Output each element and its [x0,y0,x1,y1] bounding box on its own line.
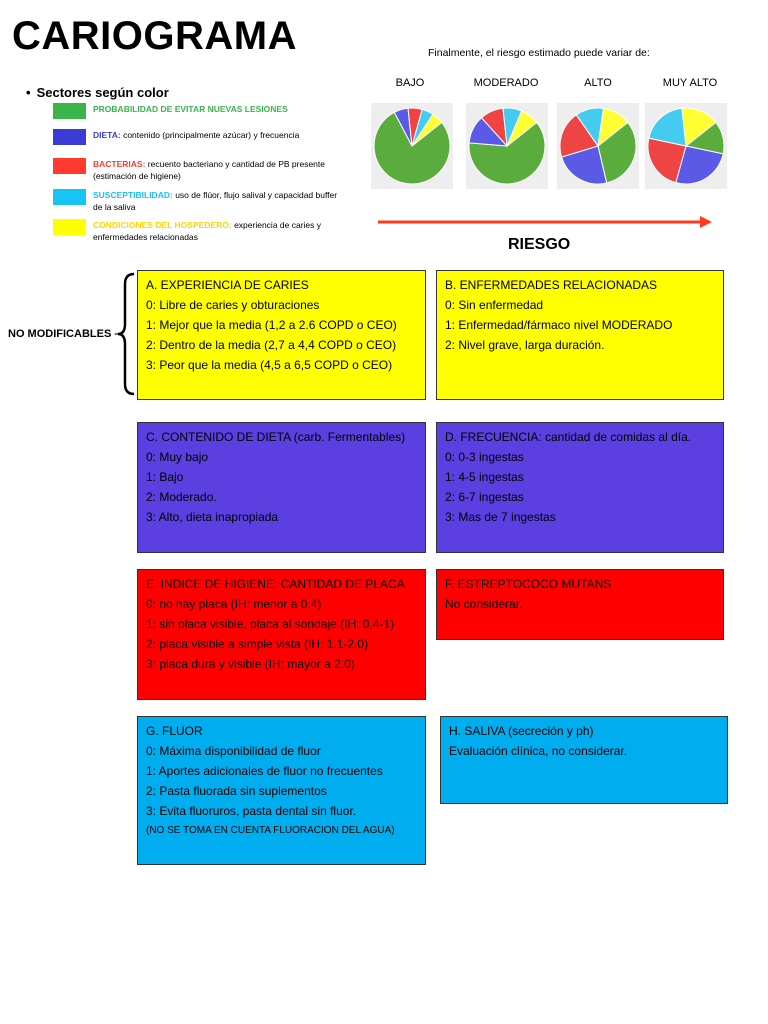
box-line: 3: Alto, dieta inapropiada [146,510,279,524]
box-line: 1: Mejor que la media (1,2 a 2.6 COPD o CEO) [146,318,397,332]
legend-desc: recuento bacteriano y cantidad de PB presente (estimación de higiene) [93,159,325,181]
box-line: 3: Mas de 7 ingestas [445,510,556,524]
legend-label: SUSCEPTIBILIDAD: [93,190,173,200]
box-saliva [440,716,728,804]
box-line: 2: Dentro de la media (2,7 a 4,4 COPD o CEO) [146,338,397,352]
box-note: (NO SE TOMA EN CUENTA FLUORACION DEL AGUA) [146,825,395,836]
legend-heading [26,85,169,100]
bullet-icon: • [26,85,31,100]
legend-label: CONDICIONES DEL HOSPEDERO: [93,220,232,230]
box-line: A. EXPERIENCIA DE CARIES [146,278,309,292]
legend-item-bacterias [53,158,348,184]
box-line: Evaluación clínica, no considerar. [449,744,628,758]
legend-label: DIETA: [93,130,121,140]
risk-label-moderado: MODERADO [473,77,539,89]
box-line: G. FLUOR [146,724,203,738]
legend-item-susceptibilidad [53,189,348,215]
box-line: 0: no hay placa (IH: menor a 0.4) [146,597,322,611]
box-line: 1: Bajo [146,470,184,484]
pie-bajo [371,103,453,189]
box-line: 0: Muy bajo [146,450,209,464]
legend-label: BACTERIAS: [93,159,146,169]
box-line: 0: Libre de caries y obturaciones [146,298,320,312]
box-fluor [137,716,426,865]
risk-label-muy-alto: MUY ALTO [662,77,718,89]
pie-muy-alto [645,103,727,189]
box-line: 3: Evita fluoruros, pasta dental sin fluor. [146,804,357,818]
cyan-swatch [53,189,86,205]
risk-caption: Finalmente, el riesgo estimado puede variar de: [428,47,650,59]
brace-icon [116,272,138,398]
box-line: 2: 6-7 ingestas [445,490,524,504]
legend-text [93,158,348,182]
legend-heading-text: Sectores según color [36,85,169,100]
blue-swatch [53,129,86,145]
box-line: 0: Sin enfermedad [445,298,544,312]
red-swatch [53,158,86,174]
legend-text [93,189,348,213]
box-line: 2: Moderado. [146,490,217,504]
box-line: 0: Máxima disponibilidad de fluor [146,744,321,758]
legend-text [93,103,348,115]
box-line: F. ESTREPTOCOCO MUTANS [445,577,612,591]
yellow-swatch [53,219,86,235]
box-line: E. INDICE DE HIGIENE: CANTIDAD DE PLACA [146,577,405,591]
box-line: 0: 0-3 ingestas [445,450,524,464]
risk-label-alto: ALTO [584,77,612,89]
box-line: 2: placa visible a simple vista (IH: 1.1-2.0) [146,637,369,651]
legend-desc: contenido (principalmente azúcar) y frecuencia [123,130,300,140]
legend-text [93,129,348,141]
box-line: 1: Enfermedad/fármaco nivel MODERADO [445,318,673,332]
box-frecuencia [436,422,724,553]
legend-item-dieta [53,129,348,151]
box-line: 3: Peor que la media (4,5 a 6,5 COPD o CEO) [146,358,393,372]
box-contenido-dieta [137,422,426,553]
no-modificables-text: NO MODIFICABLES [8,328,112,340]
page-title: CARIOGRAMA [12,14,297,58]
box-experiencia-caries [137,270,426,400]
legend-desc: uso de flúor, flujo salival y capacidad buffer de la saliva [93,190,338,212]
box-line: C. CONTENIDO DE DIETA (carb. Fermentables) [146,430,406,444]
box-line: 1: Aportes adicionales de fluor no frecuentes [146,764,383,778]
box-line: 2: Pasta fluorada sin suplementos [146,784,327,798]
box-line: 3: placa dura y visible (IH: mayor a 2.0) [146,657,355,671]
box-line: No considerar. [445,597,523,611]
box-line: B. ENFERMEDADES RELACIONADAS [445,278,658,292]
riesgo-label: RIESGO [508,236,571,253]
legend-text [93,219,348,243]
box-estreptococo [436,569,724,640]
pie-alto [557,103,639,189]
legend-desc: experiencia de caries y enfermedades relacionadas [93,220,322,242]
box-indice-higiene [137,569,426,700]
legend-item-probabilidad [53,103,348,123]
box-line: D. FRECUENCIA: cantidad de comidas al día. [445,430,692,444]
green-swatch [53,103,86,119]
box-enfermedades-relacionadas [436,270,724,400]
box-line: H. SALIVA (secreción y ph) [449,724,594,738]
box-line: 1: 4-5 ingestas [445,470,524,484]
risk-label-bajo: BAJO [395,77,425,89]
dash-icon: – [114,328,121,340]
risk-arrow-icon [378,214,714,230]
box-line: 1: sin placa visible, placa al sondaje (IH: 0,4-1) [146,617,395,631]
no-modificables-label [8,328,120,340]
box-line: 2: Nivel grave, larga duración. [445,338,605,352]
legend-label: PROBABILIDAD DE EVITAR NUEVAS LESIONES [93,104,288,114]
pie-moderado [466,103,548,189]
legend-item-condiciones [53,219,348,245]
